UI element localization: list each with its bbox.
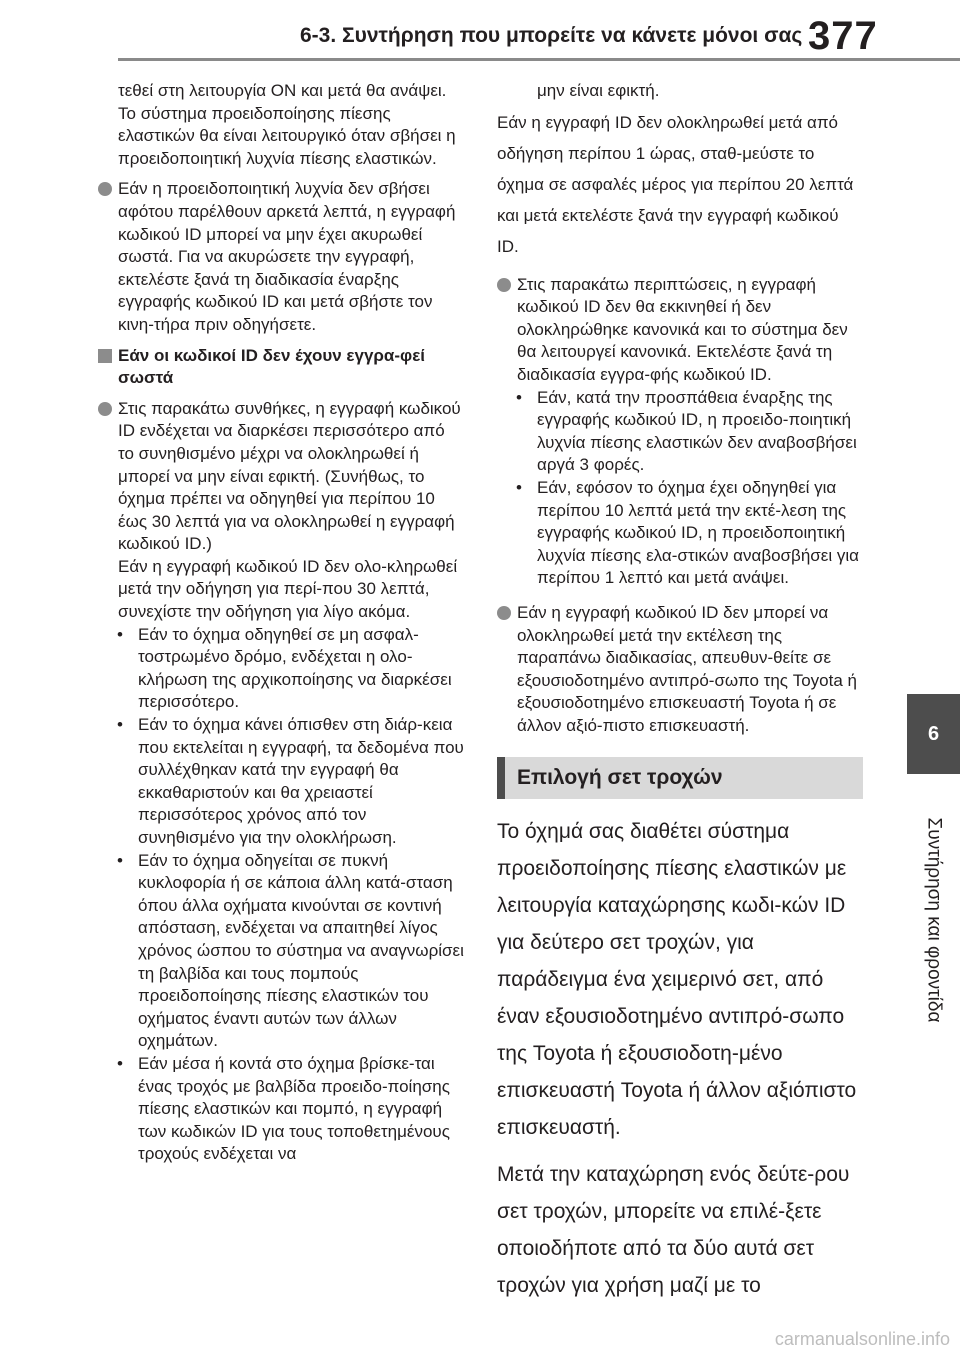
note-text-continued: Εάν η εγγραφή κωδικού ID δεν ολο-κληρωθεί μετά την οδήγηση για περί-που 30 λεπτά, συνεχίστε την οδήγηση για λίγο ακόμα. bbox=[118, 556, 458, 622]
note-block bbox=[98, 178, 464, 336]
section-paragraph: Το όχημά σας διαθέτει σύστημα προειδοποίησης πίεσης ελαστικών με λειτουργία καταχώρησης κωδι-κών ID για δεύτερο σετ τροχών, για παράδειγμα ένα χειμερινό σετ, από έναν εξουσιοδοτημένο αντιπρό-σωπο της Toyota ή εξουσιοδοτη-μένο επισκευαστή Toyota ή άλλον αξιόπιστο επισκευαστή. bbox=[497, 820, 857, 1140]
list-item: • Εάν το όχημα κάνει όπισθεν στη διάρ-κεια που εκτελείται η εγγραφή, τα δεδομένα που συλλέχθηκαν κατά την εγγραφή θα εκκαθαριστούν και θα χρειαστεί περισσότερος χρόνος από τον συνηθισμένο για την ολοκλήρωση. bbox=[117, 715, 464, 847]
section-title: Επιλογή σετ τροχών bbox=[497, 757, 863, 799]
note-block bbox=[98, 398, 464, 624]
note-bullet-icon bbox=[497, 606, 511, 620]
note-text: Στις παρακάτω συνθήκες, η εγγραφή κωδικού ID ενδέχεται να διαρκέσει περισσότερο από το συνηθισμένο μέχρι να ολοκληρωθεί ή μπορεί να μην είναι εφικτή. (Συνήθως, το όχημα πρέπει να οδηγηθεί για περίπου 10 έως 30 λεπτά για να ολοκληρωθεί η εγγραφή κωδικού ID.) bbox=[118, 398, 461, 554]
chapter-label-text: Συντήρηση και φροντίδα bbox=[923, 817, 945, 1023]
bullet-glyph: • bbox=[516, 387, 522, 407]
note-text: Εάν η προειδοποιητική λυχνία δεν σβήσει αφότου παρέλθουν αρκετά λεπτά, η εγγραφή κωδικού ID μπορεί να μην έχει ακυρωθεί σωστά. Για να ακυρώσετε την εγγραφή, εκτελέστε ξανά τη διαδικασία έναρξης εγγραφής κωδικού ID και μετά σβήστε τον κινη-τήρα πριν οδηγήσετε. bbox=[118, 179, 456, 334]
list-item: • Εάν το όχημα οδηγηθεί σε μη ασφαλ-τοστρωμένο δρόμο, ενδέχεται η ολο-κλήρωση της αρχικοποίησης να διαρκέσει περισσότερο. bbox=[117, 624, 452, 712]
note-block bbox=[497, 274, 863, 387]
list-item: • Εάν, εφόσον το όχημα έχει οδηγηθεί για περίπου 10 λεπτά μετά την εκτέ-λεση της εγγραφής κωδικού ID, η προειδοποιητική λυχνία πίεσης ελα-στικών αναβοσβήσει για περίπου 1 λεπτό και μετά ανάψει. bbox=[516, 477, 859, 588]
list-item: • Εάν, κατά την προσπάθεια έναρξης της εγγραφής κωδικού ID, η προειδο-ποιητική λυχνία πίεσης ελαστικών δεν αναβοσβήσει αργά 3 φορές. bbox=[516, 387, 857, 475]
note-text: Στις παρακάτω περιπτώσεις, η εγγραφή κωδικού ID δεν θα εκκινηθεί ή δεν ολοκληρώθηκε κανονικά και το σύστημα δεν θα λειτουργεί κανονικά. Εκτελέστε ξανά τη διαδικασία εγγρα-φής κωδικού ID. bbox=[517, 274, 848, 384]
bullet-glyph: • bbox=[117, 624, 123, 644]
bullet-glyph: • bbox=[117, 850, 123, 870]
bullet-list bbox=[98, 624, 464, 1166]
running-header: 6-3. Συντήρηση που μπορείτε να κάνετε μόνοι σας bbox=[300, 24, 803, 47]
note-text: Εάν η εγγραφή κωδικού ID δεν μπορεί να ολοκληρωθεί μετά την εκτέλεση της παραπάνω διαδικασίας, απευθυν-θείτε σε εξουσιοδοτημένο αντιπρό-σωπο της Toyota ή εξουσιοδοτημένο επισκευαστή Toyota ή σε άλλον αξιό-πιστο επισκευαστή. bbox=[517, 602, 857, 735]
watermark: carmanualsonline.info bbox=[774, 1329, 950, 1349]
note-bullet-icon bbox=[98, 402, 112, 416]
square-bullet-icon bbox=[98, 349, 112, 363]
chapter-label bbox=[907, 790, 960, 1050]
note-bullet-icon bbox=[98, 182, 112, 196]
subheading-block bbox=[98, 345, 464, 390]
page-number: 377 bbox=[808, 14, 878, 58]
bullet-glyph: • bbox=[117, 715, 123, 735]
left-column bbox=[98, 80, 464, 1166]
subheading: Εάν οι κωδικοί ID δεν έχουν εγγρα-φεί σωστά bbox=[118, 345, 425, 388]
bullet-glyph: • bbox=[117, 1053, 123, 1073]
bullet-list bbox=[497, 387, 863, 590]
note-block bbox=[497, 602, 863, 738]
section-paragraph: Μετά την καταχώρηση ενός δεύτε-ρου σετ τροχών, μπορείτε να επιλέ-ξετε οποιοδήποτε από τα δύο αυτά σετ τροχών για χρήση μαζί με το bbox=[497, 1163, 850, 1298]
list-item: • Εάν μέσα ή κοντά στο όχημα βρίσκε-ται ένας τροχός με βαλβίδα προειδο-ποίησης πίεσης ελαστικών και πομπό, η εγγραφή των κωδικών ID για τους τοποθετημένους τροχούς ενδέχεται να bbox=[117, 1053, 450, 1164]
note-bullet-icon bbox=[497, 278, 511, 292]
right-column bbox=[497, 80, 863, 1304]
intro-paragraph: τεθεί στη λειτουργία ON και μετά θα ανάψει. Το σύστημα προειδοποίησης πίεσης ελαστικών θα είναι λειτουργικό όταν σβήσει η προειδοποιητική λυχνία πίεσης ελαστικών. bbox=[118, 81, 456, 168]
chapter-tab: 6 bbox=[907, 694, 960, 774]
continued-text: μην είναι εφικτή. bbox=[537, 81, 660, 100]
list-item: • Εάν το όχημα οδηγείται σε πυκνή κυκλοφορία ή σε κάποια άλλη κατά-σταση όπου άλλα οχήματα κινούνται σε κοντινή απόσταση, ενδέχεται να απαιτηθεί λίγος χρόνος ώσπου το σύστημα να αναγνωρίσει τη βαλβίδα και τους πομπούς προειδοποίησης πίεσης ελαστικών του οχήματος έναντι αυτών των άλλων οχημάτων. bbox=[117, 850, 464, 1051]
bullet-glyph: • bbox=[516, 477, 522, 497]
paragraph: Εάν η εγγραφή ID δεν ολοκληρωθεί μετά από οδήγηση περίπου 1 ώρας, σταθ-μεύστε το όχημα σε ασφαλές μέρος για περίπου 20 λεπτά και μετά εκτελέστε ξανά την εγγραφή κωδικού ID. bbox=[497, 112, 854, 256]
